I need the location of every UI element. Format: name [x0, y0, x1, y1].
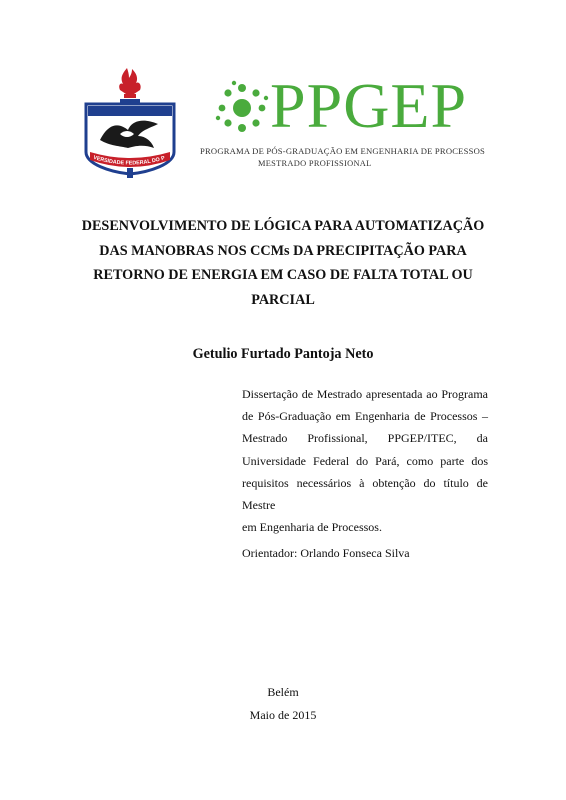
author-name: Getulio Furtado Pantoja Neto [192, 346, 374, 362]
description-line: em Engenharia de Processos. [242, 520, 382, 535]
date: Maio de 2015 [249, 708, 317, 722]
description-line: Dissertação de Mestrado apresentada ao Programa [242, 387, 488, 401]
description-line: Mestrado Profissional, PPGEP/ITEC, da [242, 431, 488, 446]
ufpa-logo [80, 64, 180, 180]
description-line: Universidade Federal do Pará, como parte dos [242, 453, 488, 468]
title-line: PARCIAL [251, 291, 315, 308]
description-line: de Pós-Graduação em Engenharia de Processos – [242, 409, 488, 424]
advisor: Orientador: Orlando Fonseca Silva [242, 546, 410, 560]
title-line: DESENVOLVIMENTO DE LÓGICA PARA AUTOMATIZAÇÃO [81, 218, 485, 234]
program-level: MESTRADO PROFISSIONAL [258, 159, 372, 168]
dissertation-title [60, 214, 506, 312]
dissertation-description [242, 383, 488, 538]
title-line: DAS MANOBRAS NOS CCMs DA PRECIPITAÇÃO PARA [99, 242, 467, 259]
ufpa-logo-text: VERSIDADE FEDERAL DO P [92, 154, 166, 167]
title-line: RETORNO DE ENERGIA EM CASO DE FALTA TOTAL OU [93, 267, 473, 283]
city: Belém [267, 685, 299, 699]
program-name: PROGRAMA DE PÓS-GRADUAÇÃO EM ENGENHARIA DE PROCESSOS [200, 146, 485, 156]
description-line: requisitos necessários à obtenção do título de Mestre [242, 475, 488, 513]
flame-icon [119, 68, 140, 94]
gear-dots-icon [214, 80, 270, 136]
ppgep-logo [200, 72, 490, 172]
ppgep-wordmark: PPGEP [270, 70, 468, 141]
